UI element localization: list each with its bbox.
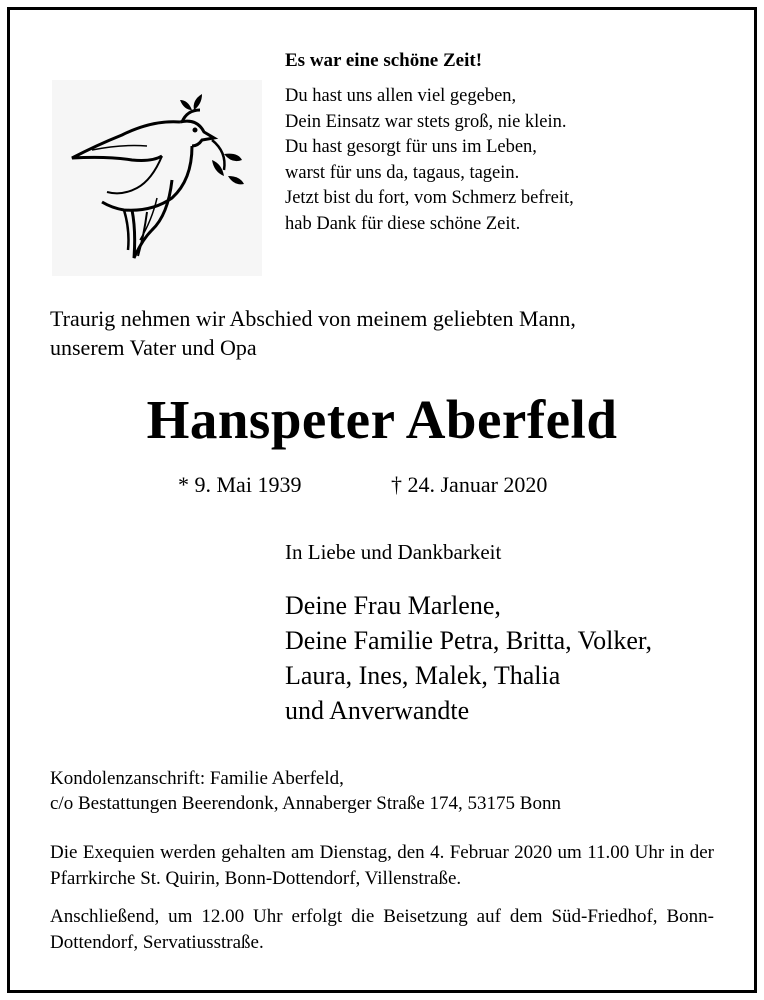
intro-line: Traurig nehmen wir Abschied von meinem geliebten Mann,: [50, 306, 576, 331]
mourners-line: Deine Familie Petra, Britta, Volker,: [285, 626, 652, 655]
intro-text: [50, 304, 576, 362]
poem-line: Jetzt bist du fort, vom Schmerz befreit,: [285, 188, 574, 208]
burial-info: Anschließend, um 12.00 Uhr erfolgt die Beisetzung auf dem Süd-Friedhof, Bonn-Dottendorf, Servatiusstraße.: [50, 906, 714, 953]
poem-line: warst für uns da, tagaus, tagein.: [285, 162, 520, 183]
poem-line: hab Dank für diese schöne Zeit.: [285, 213, 521, 234]
dove-icon: [52, 80, 262, 276]
condolence-address: [50, 766, 561, 816]
poem-line: Du hast gesorgt für uns im Leben,: [285, 137, 537, 157]
mourners-line: Deine Frau Marlene,: [285, 591, 501, 620]
birth-date: * 9. Mai 1939: [178, 472, 302, 497]
condolence-line: Kondolenzanschrift: Familie Aberfeld,: [50, 768, 344, 789]
mourners-heading: In Liebe und Dankbarkeit: [285, 540, 502, 564]
mourners-line: Laura, Ines, Malek, Thalia: [285, 661, 561, 690]
mourners-line: und Anverwandte: [285, 696, 470, 725]
poem-title: Es war eine schöne Zeit!: [285, 50, 483, 71]
poem-line: Du hast uns allen viel gegeben,: [285, 86, 517, 106]
poem-line: Dein Einsatz war stets groß, nie klein.: [285, 111, 567, 132]
death-date: † 24. Januar 2020: [391, 472, 548, 497]
deceased-name: Hanspeter Aberfeld: [146, 389, 618, 450]
poem: [285, 84, 574, 237]
mourners-list: [285, 588, 652, 728]
condolence-line: c/o Bestattungen Beerendonk, Annaberger Straße 174, 53175 Bonn: [50, 793, 561, 814]
exequies-info: Die Exequien werden gehalten am Dienstag, den 4. Februar 2020 um 11.00 Uhr in der Pfarrkirche St. Quirin, Bonn-Dottendorf, Villenstraße.: [50, 842, 714, 889]
intro-line: unserem Vater und Opa: [50, 335, 257, 360]
